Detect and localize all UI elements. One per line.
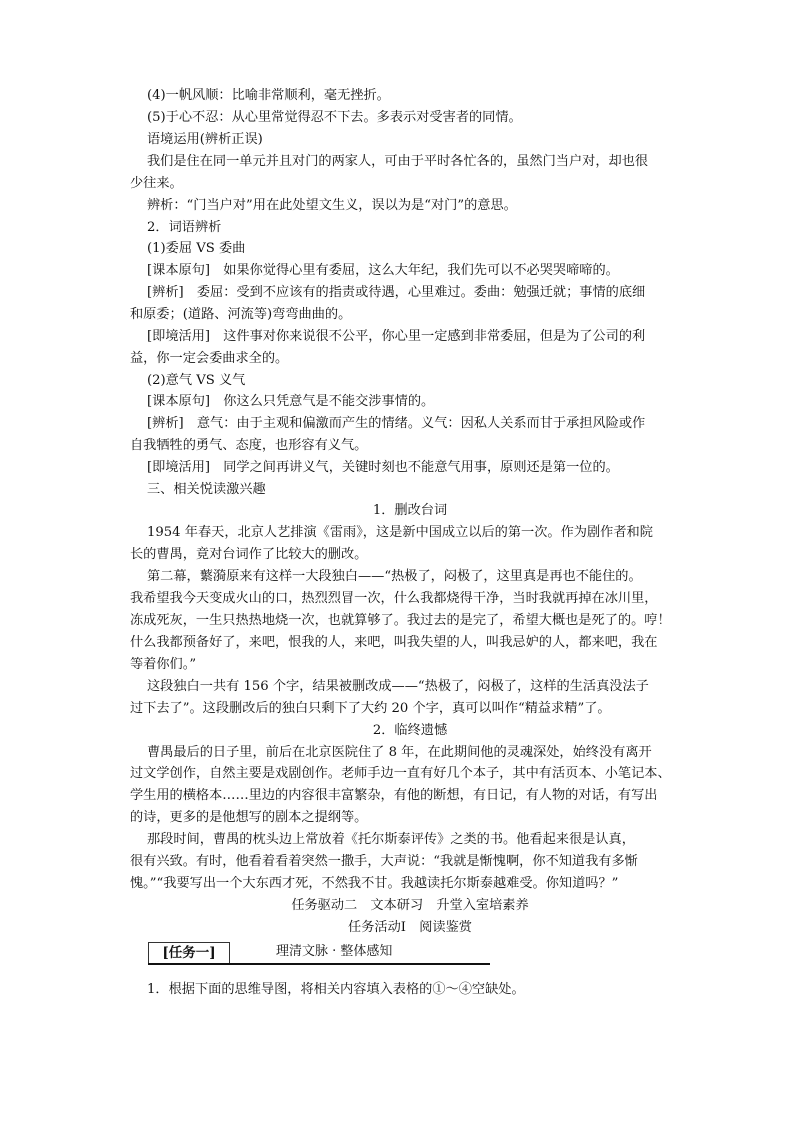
word-pair-1-textbook-sentence: [课本原句] 如果你觉得心里有委屈，这么大年纪，我们先可以不必哭哭啼啼的。 — [147, 263, 619, 278]
question-1: 1．根据下面的思维导图，将相关内容填入表格的①～④空缺处。 — [147, 982, 525, 997]
section-heading-reading: 三、相关悦读激兴趣 — [147, 482, 266, 497]
story-1-para-3-cont: 过下去了”。这段删改后的独白只剩下了大约 20 个字，真可以叫作“精益求精”了。 — [130, 701, 611, 716]
story-1-para-2-cont-1: 我希望我今天变成火山的口，热烈烈冒一次，什么我都烧得干净，当时我就再掉在冰川里， — [130, 591, 658, 606]
story-1-para-2-cont-4: 等着你们。” — [130, 657, 197, 672]
story-1-para-2-cont-2: 冻成死灰，一生只热热地烧一次，也就算够了。我过去的是完了，希望大概也是死了的。哼！ — [130, 613, 671, 628]
story-1-para-2: 第二幕，蘩漪原来有这样一大段独白——“热极了，闷极了，这里真是再也不能住的。 — [147, 569, 642, 584]
story-1-title: 1．删改台词 — [372, 503, 448, 518]
context-usage-sentence: 我们是住在同一单元并且对门的两家人，可由于平时各忙各的，虽然门当户对，却也很 — [147, 154, 649, 169]
analysis-text: 辨析：“门当户对”用在此处望文生义，误以为是“对门”的意思。 — [147, 198, 517, 213]
story-2-para-2: 那段时间，曹禺的枕头边上常放着《托尔斯泰评传》之类的书。他看起来很是认真， — [147, 832, 635, 847]
story-2-para-1-cont-3: 的诗，更多的是他想写的剧本之提纲等。 — [130, 810, 368, 825]
word-pair-2-analysis: [辨析] 意气：由于主观和偏激而产生的情绪。义气：因私人关系而甘于承担风险或作 — [147, 416, 646, 431]
word-pair-1-heading: (1)委屈 VS 委曲 — [147, 241, 246, 256]
story-2-para-1-cont-1: 过文学创作，自然主要是戏剧创作。老师手边一直有好几个本子，其中有活页本、小笔记本、 — [130, 766, 671, 781]
story-1-para-3: 这段独白一共有 156 个字，结果被删改成——“热极了，闷极了，这样的生活真没法子 — [147, 679, 649, 694]
word-pair-2-analysis-cont: 自我牺牲的勇气、态度，也形容有义气。 — [130, 438, 368, 453]
story-2-para-2-cont-1: 很有兴致。有时，他看着看着突然一撒手，大声说：“我就是惭愧啊，你不知道我有多惭 — [130, 854, 638, 869]
word-pair-1-analysis-cont: 和原委；(道路、河流等)弯弯曲曲的。 — [130, 307, 352, 322]
word-pair-1-usage: [即境活用] 这件事对你来说很不公平，你心里一定感到非常委屈，但是为了公司的利 — [147, 329, 646, 344]
idiom-explanation-4: (4)一帆风顺：比喻非常顺利，毫无挫折。 — [147, 88, 390, 103]
task-activity-heading: 任务活动Ⅰ 阅读鉴赏 — [348, 920, 472, 935]
task-one-title: 理清文脉 · 整体感知 — [276, 944, 393, 959]
word-pair-1-analysis: [辨析] 委屈：受到不应该有的指责或待遇，心里难过。委曲：勉强迁就；事情的底细 — [147, 285, 646, 300]
story-2-para-1: 曹禺最后的日子里，前后在北京医院住了 8 年，在此期间他的灵魂深处，始终没有离开 — [147, 745, 652, 760]
story-2-title: 2．临终遗憾 — [372, 723, 448, 738]
story-1-para-2-cont-3: 什么我都预备好了，来吧，恨我的人，来吧，叫我失望的人，叫我忌妒的人，都来吧，我在 — [130, 635, 658, 650]
context-usage-sentence-cont: 少往来。 — [130, 176, 183, 191]
context-usage-heading: 语境运用(辨析正误) — [147, 132, 263, 147]
story-1-para-1-cont: 长的曹禺，竟对台词作了比较大的删改。 — [130, 547, 368, 562]
section-heading-word-discrimination: 2．词语辨析 — [147, 220, 222, 235]
task-drive-heading: 任务驱动二 文本研习 升堂入室培素养 — [291, 898, 529, 913]
story-2-para-1-cont-2: 学生用的横格本……里边的内容很丰富繁杂，有他的断想，有日记，有人物的对话，有写出 — [130, 788, 658, 803]
idiom-explanation-5: (5)于心不忍：从心里常觉得忍不下去。多表示对受害者的同情。 — [147, 110, 522, 125]
task-one-label: [任务一] — [148, 942, 230, 963]
word-pair-2-heading: (2)意气 VS 义气 — [147, 373, 246, 388]
word-pair-2-textbook-sentence: [课本原句] 你这么只凭意气是不能交涉事情的。 — [147, 394, 435, 409]
story-2-para-2-cont-2: 愧。”“我要写出一个大东西才死，不然我不甘。我越读托尔斯泰越难受。你知道吗？” — [130, 876, 619, 891]
word-pair-1-usage-cont: 益，你一定会委曲求全的。 — [130, 351, 289, 366]
story-1-para-1: 1954 年春天，北京人艺排演《雷雨》，这是新中国成立以后的第一次。作为剧作者和院 — [147, 525, 653, 540]
word-pair-2-usage: [即境活用] 同学之间再讲义气，关键时刻也不能意气用事，原则还是第一位的。 — [147, 460, 619, 475]
